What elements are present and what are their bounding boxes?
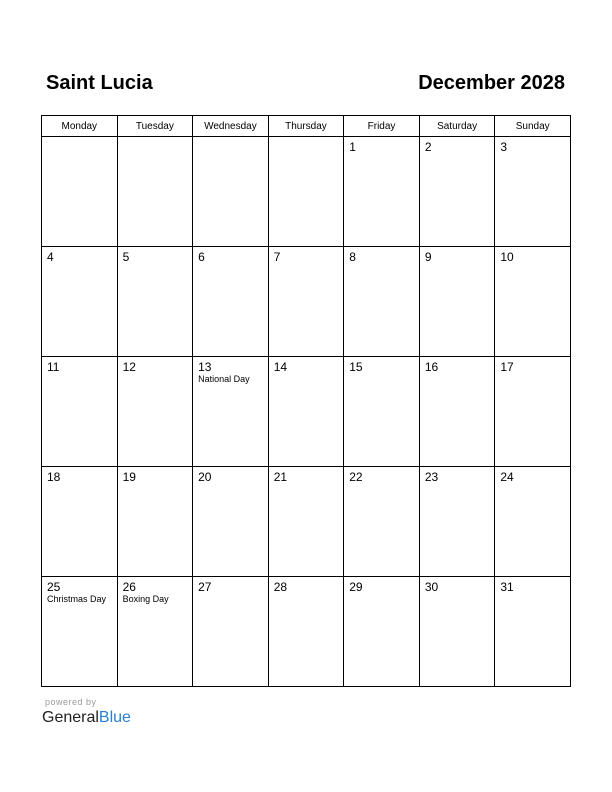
day-cell <box>268 137 344 247</box>
weekday-header: Saturday <box>419 116 495 137</box>
day-cell <box>419 137 495 247</box>
week-row <box>42 247 571 357</box>
day-cell <box>495 137 571 247</box>
day-cell <box>117 577 193 687</box>
week-row <box>42 357 571 467</box>
calendar-body <box>42 137 571 687</box>
day-number: 14 <box>273 360 288 374</box>
day-cell <box>42 357 118 467</box>
day-number: 6 <box>198 250 205 264</box>
brand-general-text: General <box>42 709 99 726</box>
day-number: 24 <box>500 470 514 484</box>
day-cell <box>117 137 193 247</box>
weekday-header: Wednesday <box>193 116 269 137</box>
weekday-header: Thursday <box>268 116 344 137</box>
weekday-header-row <box>42 116 571 137</box>
day-number: 30 <box>424 580 439 594</box>
day-cell <box>495 577 571 687</box>
day-number: 29 <box>349 580 363 594</box>
week-row <box>42 137 571 247</box>
powered-by-text: powered by <box>45 697 97 707</box>
holiday-label: Christmas Day <box>47 594 107 604</box>
day-number: 5 <box>122 250 130 264</box>
day-number: 11 <box>47 360 60 374</box>
weekday-header: Sunday <box>495 116 571 137</box>
day-number: 19 <box>122 470 136 484</box>
day-number: 28 <box>273 580 288 594</box>
day-number: 31 <box>500 580 514 594</box>
day-cell <box>268 577 344 687</box>
day-number: 25 <box>47 580 61 594</box>
day-cell <box>419 467 495 577</box>
country-title: Saint Lucia <box>46 72 153 94</box>
day-cell <box>117 247 193 357</box>
day-number: 4 <box>47 250 54 264</box>
day-number: 16 <box>424 360 439 374</box>
day-number: 17 <box>500 360 514 374</box>
day-cell <box>495 357 571 467</box>
brand-blue-text: Blue <box>98 709 131 726</box>
day-cell <box>344 247 420 357</box>
day-number: 7 <box>273 250 281 264</box>
day-number: 18 <box>47 470 61 484</box>
day-cell <box>193 467 269 577</box>
day-cell <box>193 247 269 357</box>
day-cell <box>268 247 344 357</box>
day-cell <box>344 467 420 577</box>
day-number: 23 <box>424 470 439 484</box>
day-number: 22 <box>349 470 363 484</box>
day-cell <box>419 247 495 357</box>
holiday-label: National Day <box>198 374 250 384</box>
day-number: 27 <box>198 580 212 594</box>
day-cell <box>193 577 269 687</box>
day-number: 2 <box>424 140 432 154</box>
day-cell <box>268 467 344 577</box>
day-cell <box>42 137 118 247</box>
day-cell <box>495 467 571 577</box>
footer-logo <box>42 697 131 728</box>
day-number: 12 <box>122 360 136 374</box>
weekday-header: Friday <box>344 116 420 137</box>
day-cell <box>193 137 269 247</box>
day-number: 20 <box>198 470 212 484</box>
day-number: 21 <box>273 470 288 484</box>
calendar-grid <box>41 115 571 687</box>
day-cell <box>495 247 571 357</box>
day-number: 15 <box>349 360 363 374</box>
day-number: 1 <box>349 140 356 154</box>
day-cell <box>42 247 118 357</box>
day-number: 13 <box>198 360 212 374</box>
week-row <box>42 467 571 577</box>
day-number: 10 <box>500 250 514 264</box>
day-number: 26 <box>122 580 136 594</box>
day-cell <box>344 577 420 687</box>
day-cell <box>42 577 118 687</box>
month-year-title: December 2028 <box>418 72 565 94</box>
weekday-header: Monday <box>42 116 118 137</box>
day-cell <box>344 357 420 467</box>
day-number: 3 <box>500 140 508 154</box>
day-cell <box>419 357 495 467</box>
day-cell <box>117 467 193 577</box>
day-cell <box>419 577 495 687</box>
brand-logo <box>42 708 131 728</box>
holiday-label: Boxing Day <box>122 594 169 604</box>
day-cell <box>344 137 420 247</box>
day-cell <box>193 357 269 467</box>
week-row <box>42 577 571 687</box>
day-number: 8 <box>349 250 356 264</box>
day-cell <box>268 357 344 467</box>
weekday-header: Tuesday <box>117 116 193 137</box>
day-cell <box>42 467 118 577</box>
day-cell <box>117 357 193 467</box>
day-number: 9 <box>424 250 432 264</box>
